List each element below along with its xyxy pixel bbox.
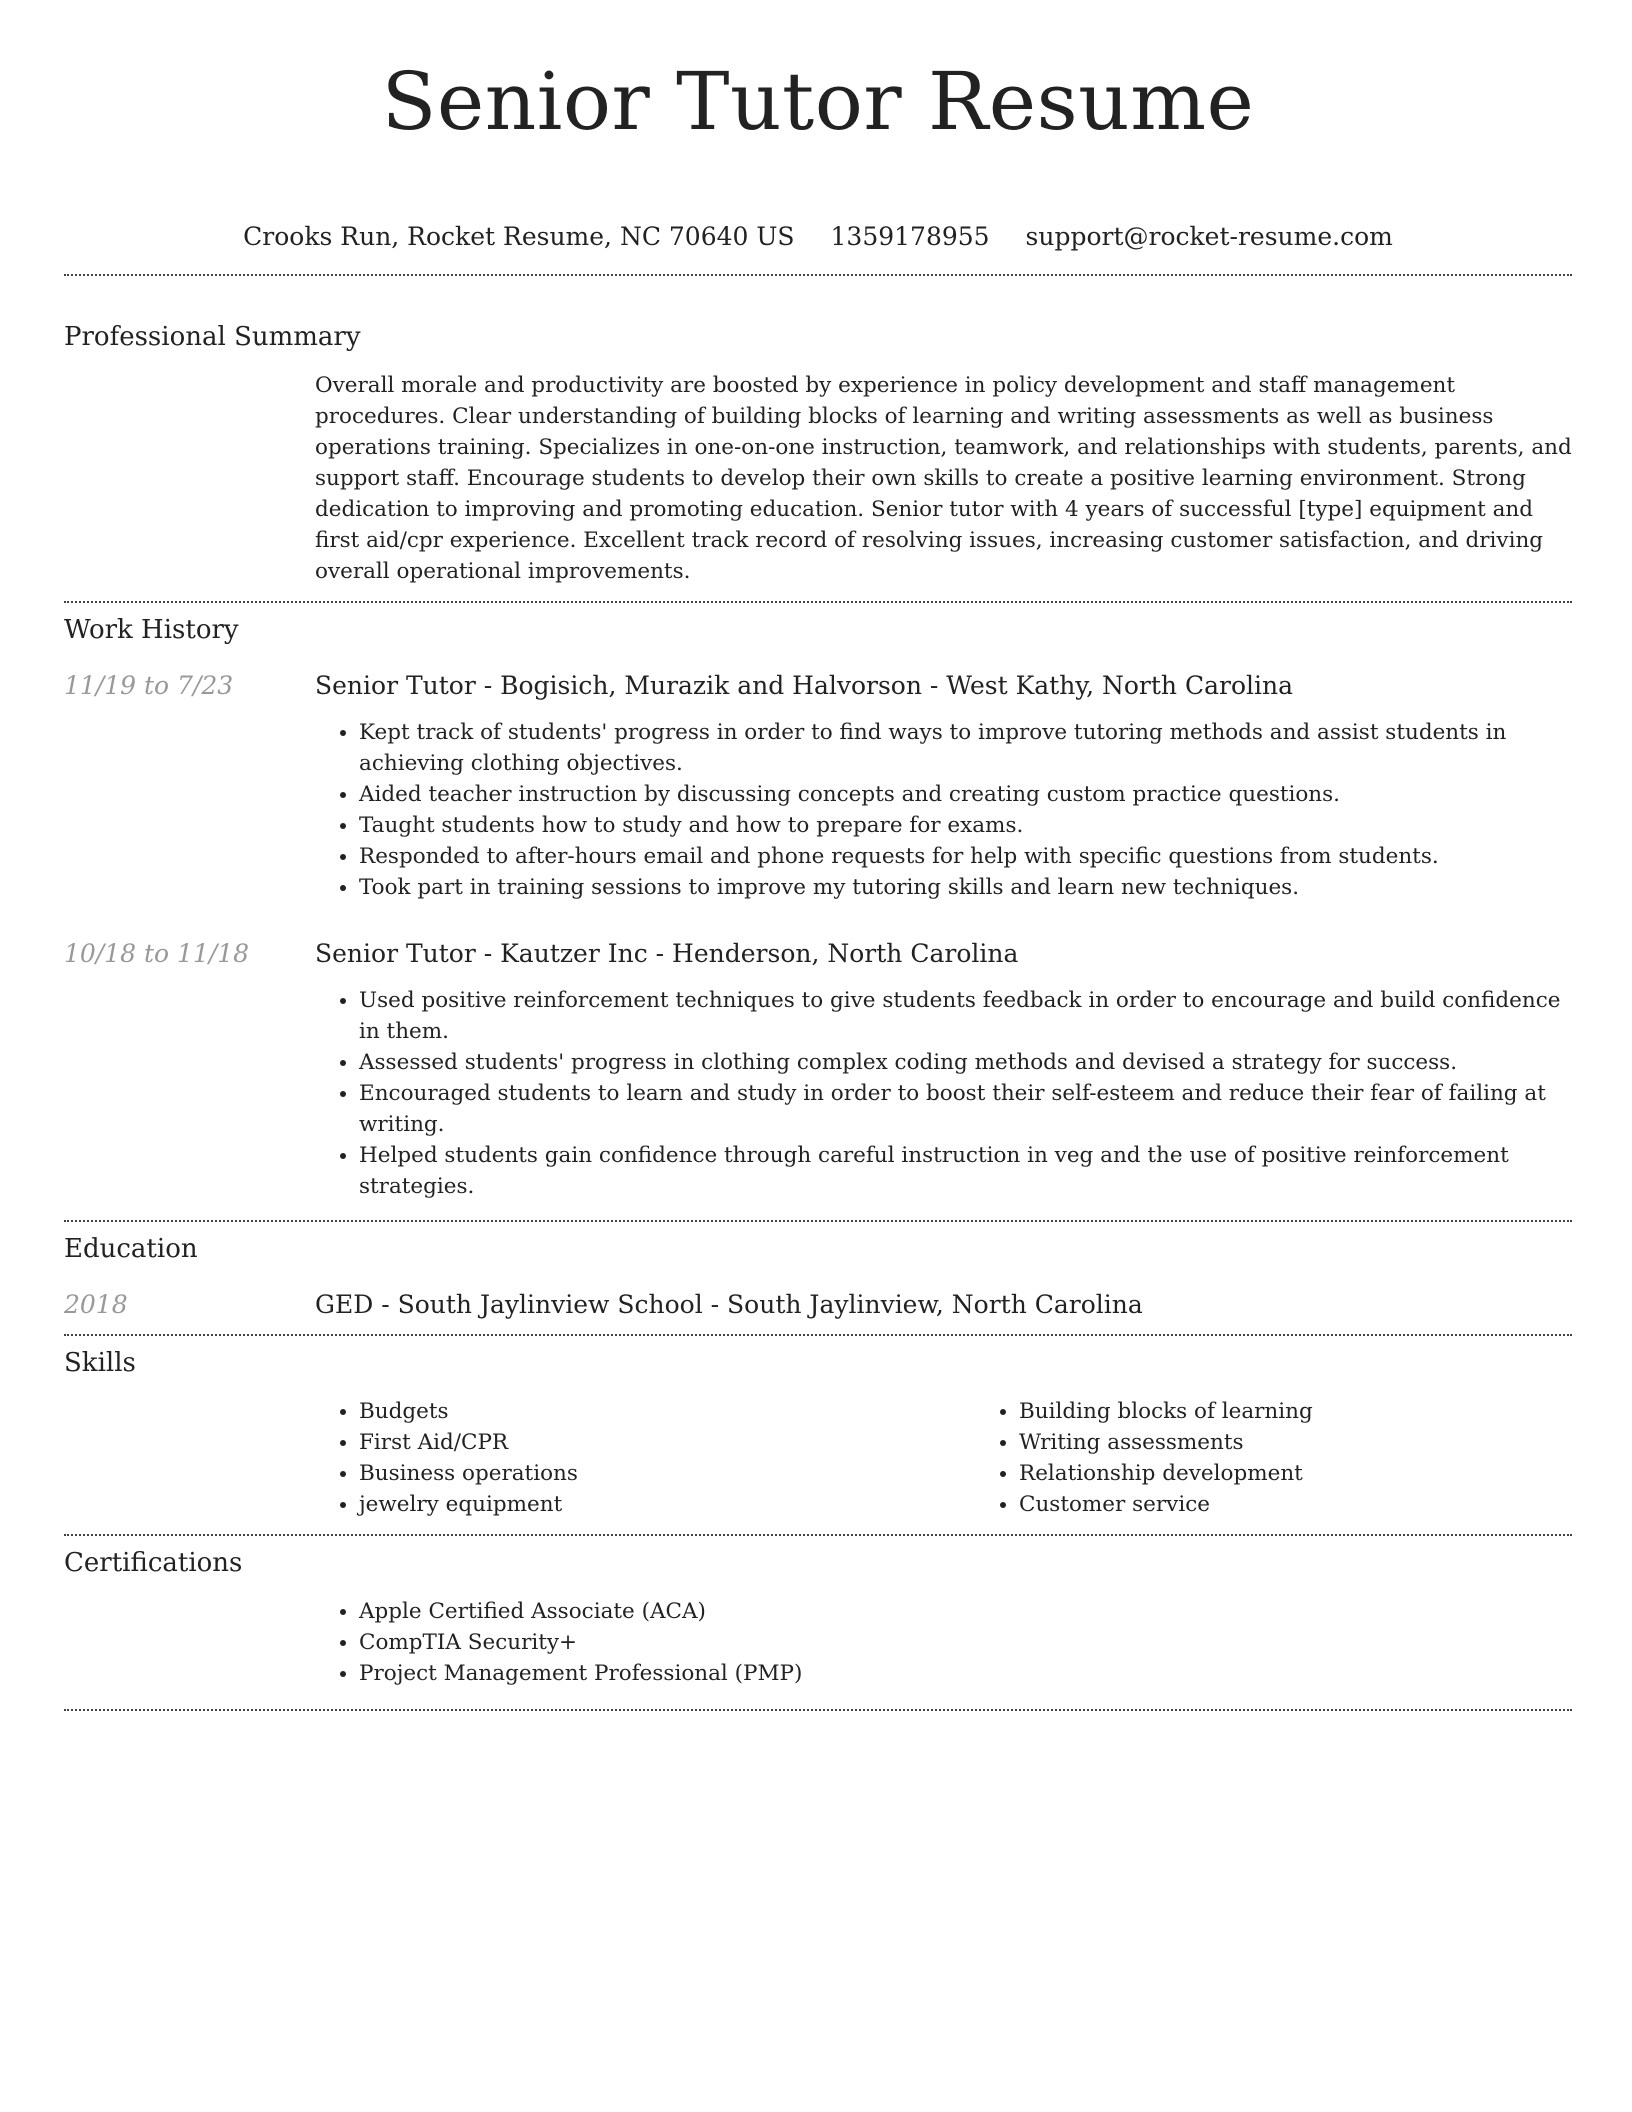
- certifications-list: [315, 1596, 1572, 1689]
- contact-phone: 1359178955: [830, 222, 990, 251]
- divider: [64, 1709, 1572, 1711]
- list-item: • Writing assessments: [1019, 1427, 1632, 1458]
- list-item: • Taught students how to study and how to prepare for exams.: [359, 810, 1572, 841]
- contact-email: support@rocket-resume.com: [1025, 222, 1393, 251]
- list-item: • Helped students gain confidence through careful instruction in veg and the use of positive reinforcement strategies.: [359, 1140, 1572, 1202]
- list-item: • Relationship development: [1019, 1458, 1632, 1489]
- list-item: • Encouraged students to learn and study in order to boost their self-esteem and reduce their fear of failing at writing.: [359, 1078, 1572, 1140]
- list-item: • CompTIA Security+: [359, 1627, 1572, 1658]
- list-item: • Budgets: [359, 1396, 975, 1427]
- skills-list-left: [315, 1396, 975, 1520]
- job-entry: [64, 669, 1572, 903]
- skills-grid: [315, 1396, 1632, 1520]
- job-dates: 11/19 to 7/23: [64, 671, 234, 700]
- education-year: 2018: [64, 1290, 128, 1319]
- education-title: GED - South Jaylinview School - South Jaylinview, North Carolina: [315, 1290, 1143, 1319]
- certifications-heading: Certifications: [64, 1548, 243, 1578]
- divider: [64, 1534, 1572, 1536]
- certifications-left-spacer: [64, 1596, 315, 1689]
- list-item: • Business operations: [359, 1458, 975, 1489]
- job-body: [315, 937, 1572, 1202]
- list-item: • Apple Certified Associate (ACA): [359, 1596, 1572, 1627]
- certifications-row: [64, 1596, 1572, 1689]
- resume-title: Senior Tutor Resume: [381, 55, 1255, 148]
- list-item: • Kept track of students' progress in order to find ways to improve tutoring methods and assist students in achieving clothing objectives.: [359, 717, 1572, 779]
- contact-line: [64, 220, 1572, 254]
- summary-body: [315, 370, 1572, 587]
- skills-section: [64, 1346, 1572, 1520]
- contact-address: Crooks Run, Rocket Resume, NC 70640 US: [243, 222, 795, 251]
- divider: [64, 1334, 1572, 1336]
- list-item: • Customer service: [1019, 1489, 1632, 1520]
- list-item: • Building blocks of learning: [1019, 1396, 1632, 1427]
- work-section: [64, 613, 1572, 1202]
- certifications-section: [64, 1546, 1572, 1689]
- job-dates: 10/18 to 11/18: [64, 939, 250, 968]
- education-body: [315, 1288, 1572, 1322]
- education-entry: [64, 1288, 1572, 1322]
- skills-left-spacer: [64, 1396, 315, 1520]
- summary-row: [64, 370, 1572, 587]
- skills-row: [64, 1396, 1572, 1520]
- job-title: Senior Tutor - Kautzer Inc - Henderson, North Carolina: [315, 939, 1019, 968]
- education-heading: Education: [64, 1234, 198, 1264]
- list-item: • jewelry equipment: [359, 1489, 975, 1520]
- job-bullets: [315, 985, 1572, 1202]
- list-item: • Used positive reinforcement techniques to give students feedback in order to encourage and build confidence in them.: [359, 985, 1572, 1047]
- summary-left-spacer: [64, 370, 315, 587]
- list-item: • Took part in training sessions to improve my tutoring skills and learn new techniques.: [359, 872, 1572, 903]
- job-title: Senior Tutor - Bogisich, Murazik and Halvorson - West Kathy, North Carolina: [315, 671, 1294, 700]
- education-section: [64, 1232, 1572, 1322]
- resume-page: [64, 0, 1572, 1711]
- divider: [64, 601, 1572, 603]
- list-item: • Aided teacher instruction by discussing concepts and creating custom practice questions.: [359, 779, 1572, 810]
- list-item: • Assessed students' progress in clothing complex coding methods and devised a strategy for success.: [359, 1047, 1572, 1078]
- divider: [64, 274, 1572, 276]
- list-item: • First Aid/CPR: [359, 1427, 975, 1458]
- certifications-body: [315, 1596, 1572, 1689]
- job-bullets: [315, 717, 1572, 903]
- list-item: • Project Management Professional (PMP): [359, 1658, 1572, 1689]
- list-item: • Responded to after-hours email and phone requests for help with specific questions from students.: [359, 841, 1572, 872]
- divider: [64, 1220, 1572, 1222]
- skills-list-right: [975, 1396, 1632, 1520]
- summary-heading: Professional Summary: [64, 322, 361, 352]
- skills-heading: Skills: [64, 1348, 136, 1378]
- job-entry: [64, 937, 1572, 1202]
- job-body: [315, 669, 1572, 903]
- summary-section: [64, 320, 1572, 587]
- work-heading: Work History: [64, 615, 239, 645]
- summary-text: Overall morale and productivity are boosted by experience in policy development and staff management procedures. Clear understanding of building blocks of learning and writing assessments as well as business operations training. Specializes in one-on-one instruction, teamwork, and relationships with students, parents, and support staff. Encourage students to develop their own skills to create a positive learning environment. Strong dedication to improving and promoting education. Senior tutor with 4 years of successful [type] equipment and first aid/cpr experience. Excellent track record of resolving issues, increasing customer satisfaction, and driving overall operational improvements.: [315, 373, 1572, 584]
